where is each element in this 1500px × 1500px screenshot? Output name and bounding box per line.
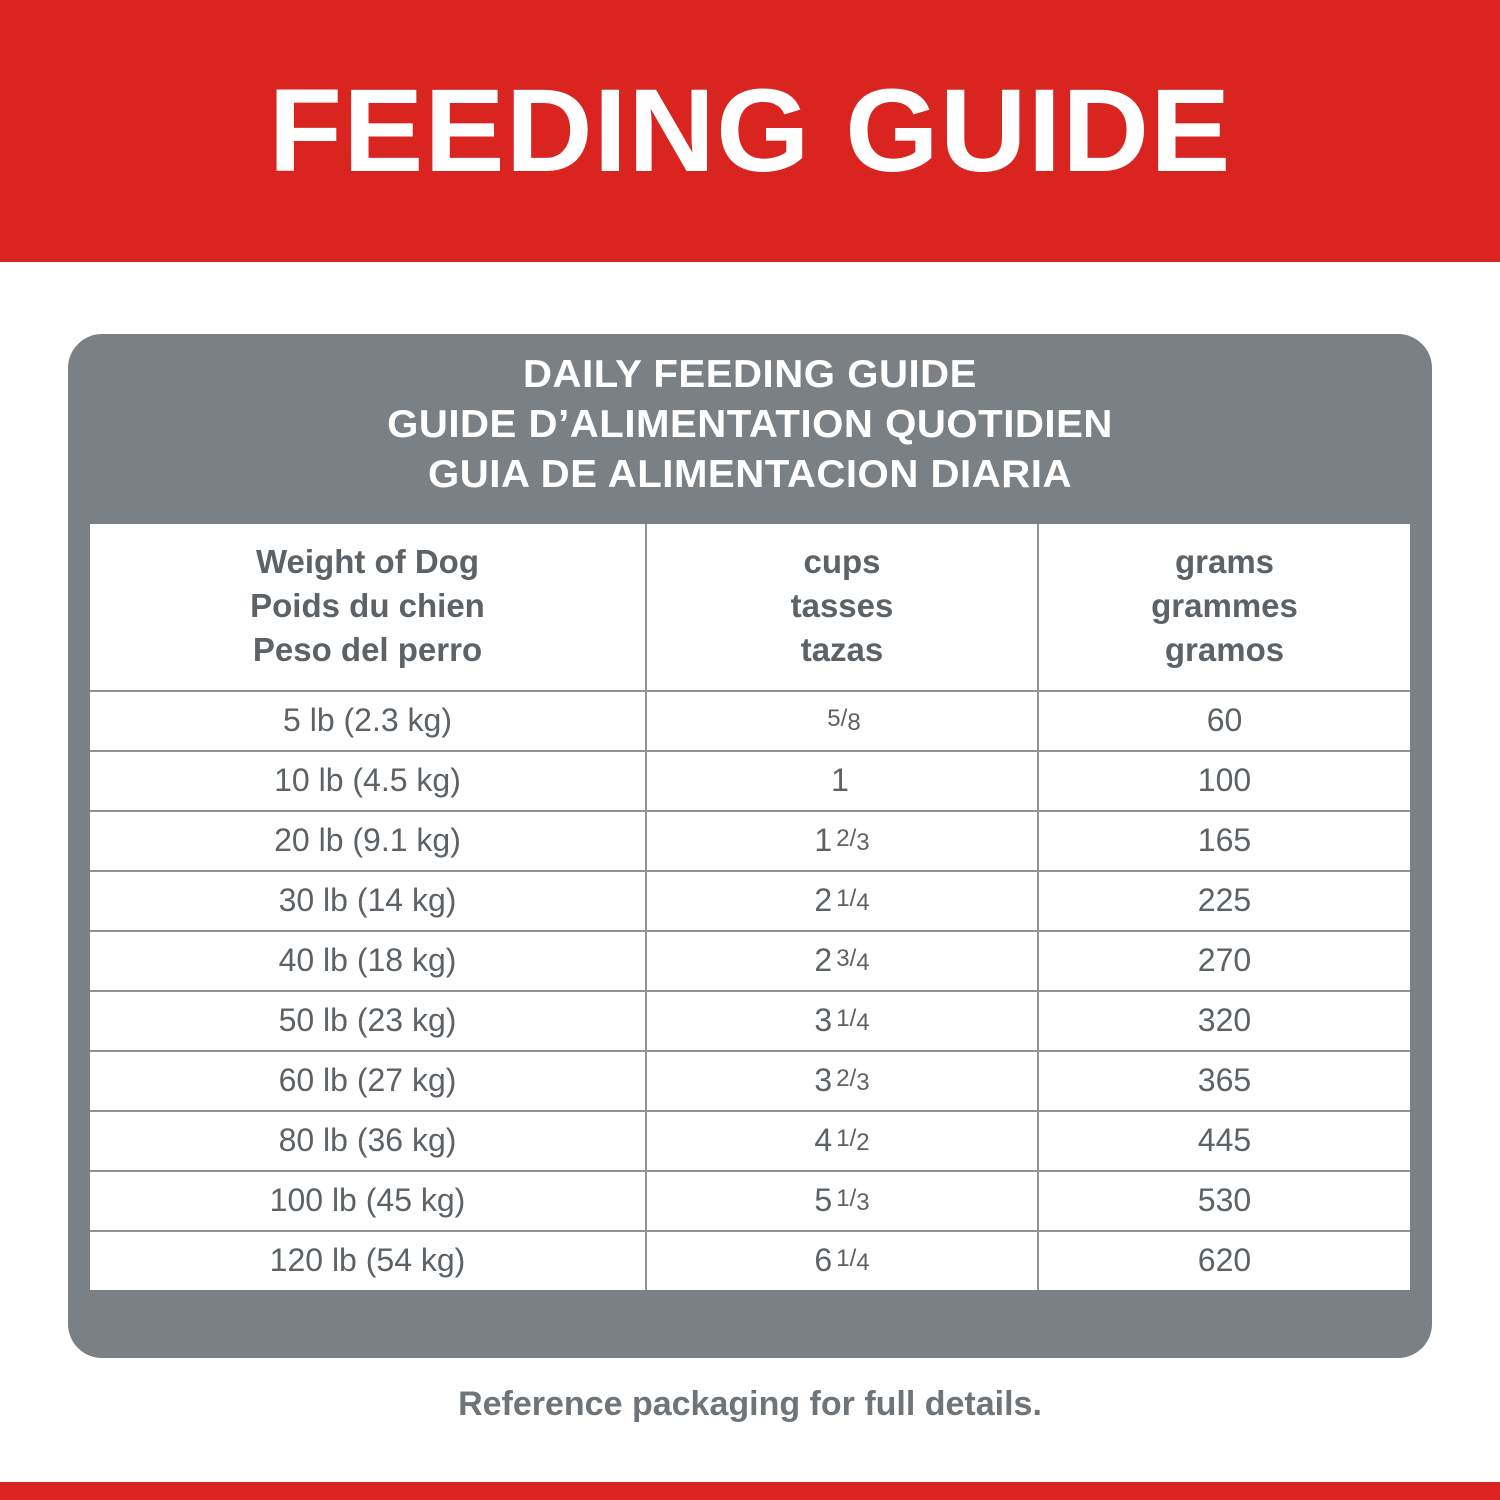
table-row xyxy=(90,931,1410,991)
feeding-table xyxy=(90,524,1410,1290)
cell-cups xyxy=(646,811,1038,871)
column-header-grams-en: grams xyxy=(1174,543,1275,580)
column-header-weight-es: Peso del perro xyxy=(252,630,483,668)
cell-grams: 445 xyxy=(1038,1111,1410,1171)
column-header-weight-en: Weight of Dog xyxy=(255,543,479,580)
cell-weight: 5 lb (2.3 kg) xyxy=(90,691,646,751)
cups-fraction: 2/3 xyxy=(836,824,870,856)
column-header-cups-fr: tasses xyxy=(790,586,894,624)
cups-numerator: 5 xyxy=(827,704,841,732)
column-header-cups-es: tazas xyxy=(800,630,884,668)
cups-fraction: 5/8 xyxy=(827,704,861,736)
feeding-table-body xyxy=(90,691,1410,1290)
cups-numerator: 1 xyxy=(836,1244,850,1272)
cups-denominator: 3 xyxy=(856,828,870,856)
cups-denominator: 8 xyxy=(847,708,861,736)
cell-cups xyxy=(646,991,1038,1051)
feeding-guide-banner xyxy=(0,0,1500,262)
cell-grams: 165 xyxy=(1038,811,1410,871)
cups-fraction: 1/4 xyxy=(836,1244,870,1276)
table-row xyxy=(90,1231,1410,1290)
cell-grams: 365 xyxy=(1038,1051,1410,1111)
table-row xyxy=(90,1171,1410,1231)
cups-fraction: 1/2 xyxy=(836,1124,870,1156)
cups-whole: 2 xyxy=(814,882,833,919)
cups-whole: 6 xyxy=(814,1242,833,1279)
cups-numerator: 2 xyxy=(836,1064,850,1092)
cups-whole: 3 xyxy=(814,1062,833,1099)
cups-numerator: 1 xyxy=(836,1124,850,1152)
cell-cups xyxy=(646,691,1038,751)
table-row xyxy=(90,691,1410,751)
table-header-row xyxy=(90,524,1410,691)
cups-denominator: 4 xyxy=(856,948,870,976)
cell-grams: 100 xyxy=(1038,751,1410,811)
cell-cups xyxy=(646,1111,1038,1171)
cups-fraction: 1/4 xyxy=(836,1004,870,1036)
cell-grams: 620 xyxy=(1197,1242,1252,1279)
cell-cups xyxy=(646,1231,1038,1290)
cups-fraction: 2/3 xyxy=(836,1064,870,1096)
cups-fraction: 1/3 xyxy=(836,1184,870,1216)
cups-denominator: 3 xyxy=(856,1188,870,1216)
table-row xyxy=(90,871,1410,931)
cell-weight: 40 lb (18 kg) xyxy=(90,931,646,991)
cell-grams: 270 xyxy=(1038,931,1410,991)
cell-cups xyxy=(646,1171,1038,1231)
table-row xyxy=(90,751,1410,811)
table-row xyxy=(90,991,1410,1051)
card-heading-line-fr: GUIDE D’ALIMENTATION QUOTIDIEN xyxy=(387,402,1113,446)
table-row xyxy=(90,1051,1410,1111)
column-header-cups xyxy=(646,524,1038,691)
cell-grams: 530 xyxy=(1038,1171,1410,1231)
cups-whole: 2 xyxy=(814,942,833,979)
card-heading xyxy=(68,334,1432,500)
cell-cups xyxy=(646,931,1038,991)
cell-cups xyxy=(646,1051,1038,1111)
cell-cups xyxy=(646,751,1038,811)
column-header-weight xyxy=(90,524,646,691)
cell-weight: 60 lb (27 kg) xyxy=(90,1051,646,1111)
cups-denominator: 4 xyxy=(856,888,870,916)
cell-weight: 120 lb (54 kg) xyxy=(90,1231,646,1290)
bottom-red-strip xyxy=(0,1482,1500,1500)
cups-whole: 4 xyxy=(814,1122,833,1159)
cups-numerator: 3 xyxy=(836,944,850,972)
table-row xyxy=(90,1111,1410,1171)
cups-denominator: 3 xyxy=(856,1068,870,1096)
page-title: FEEDING GUIDE xyxy=(268,65,1232,197)
cups-whole: 1 xyxy=(831,762,849,799)
cell-grams: 320 xyxy=(1038,991,1410,1051)
cell-weight: 50 lb (23 kg) xyxy=(90,991,646,1051)
cups-fraction: 1/4 xyxy=(836,884,870,916)
cell-cups xyxy=(646,871,1038,931)
cups-whole: 1 xyxy=(814,822,833,859)
column-header-grams-es: gramos xyxy=(1164,630,1285,668)
cups-whole: 5 xyxy=(814,1182,833,1219)
cups-denominator: 4 xyxy=(856,1008,870,1036)
cell-grams: 225 xyxy=(1038,871,1410,931)
cups-denominator: 2 xyxy=(856,1128,870,1156)
cell-grams: 60 xyxy=(1038,691,1410,751)
cups-numerator: 1 xyxy=(836,884,850,912)
reference-note: Reference packaging for full details. xyxy=(458,1385,1042,1423)
column-header-grams-fr: grammes xyxy=(1151,586,1298,624)
cell-weight: 80 lb (36 kg) xyxy=(90,1111,646,1171)
cups-whole: 3 xyxy=(814,1002,833,1039)
card-heading-line-en: DAILY FEEDING GUIDE xyxy=(523,353,977,396)
cell-weight: 100 lb (45 kg) xyxy=(90,1171,646,1231)
cups-denominator: 4 xyxy=(856,1248,870,1276)
cups-fraction: 3/4 xyxy=(836,944,870,976)
cups-numerator: 2 xyxy=(836,824,850,852)
cell-weight: 10 lb (4.5 kg) xyxy=(90,751,646,811)
column-header-grams xyxy=(1038,524,1410,691)
feeding-table-wrapper xyxy=(90,524,1410,1290)
daily-feeding-guide-card xyxy=(68,334,1432,1358)
cups-numerator: 1 xyxy=(836,1004,850,1032)
card-heading-line-es: GUIA DE ALIMENTACION DIARIA xyxy=(428,452,1072,496)
cell-weight: 30 lb (14 kg) xyxy=(90,871,646,931)
cell-weight: 20 lb (9.1 kg) xyxy=(90,811,646,871)
column-header-cups-en: cups xyxy=(803,543,881,580)
cups-numerator: 1 xyxy=(836,1184,850,1212)
column-header-weight-fr: Poids du chien xyxy=(250,586,485,624)
table-row xyxy=(90,811,1410,871)
